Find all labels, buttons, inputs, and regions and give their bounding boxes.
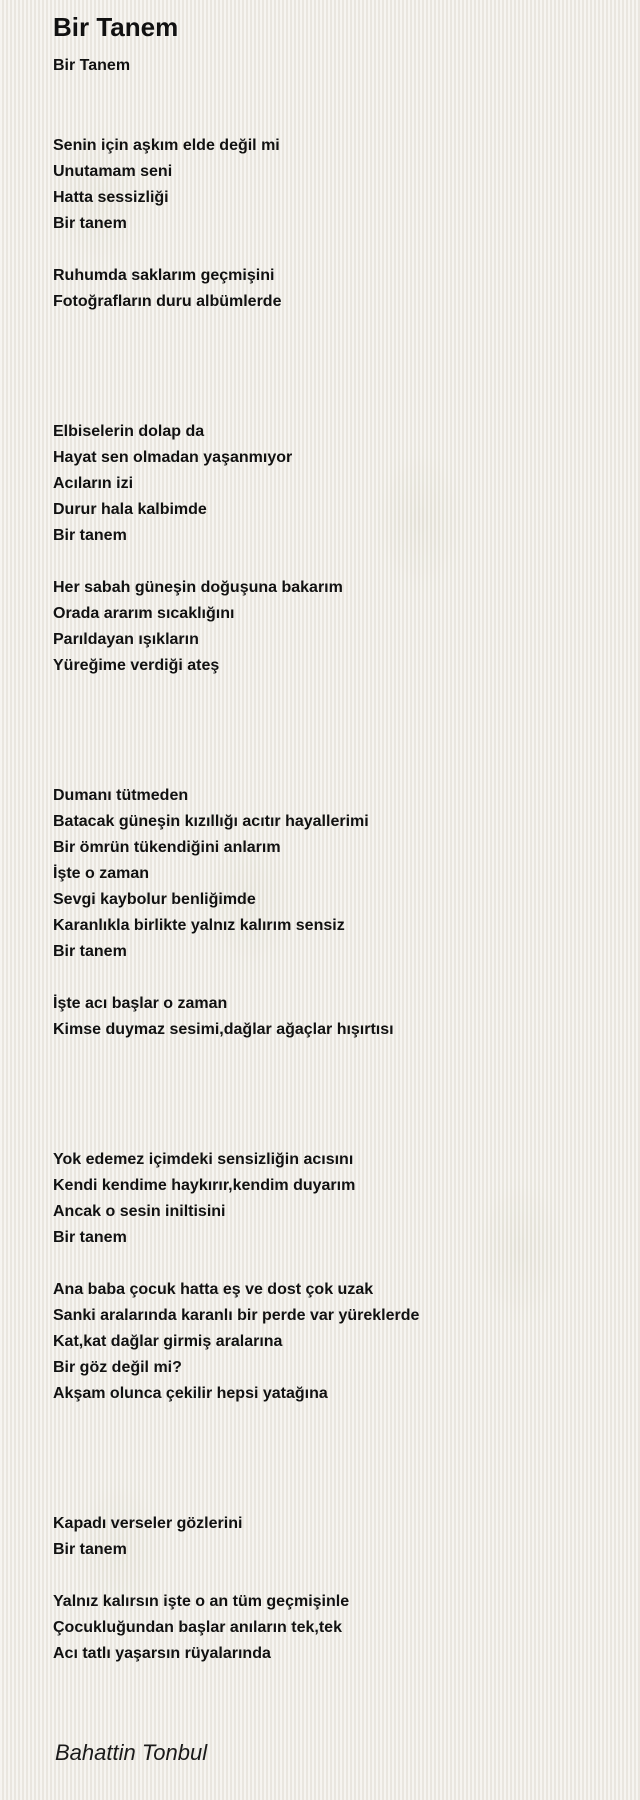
page-title: Bir Tanem bbox=[53, 12, 179, 42]
stanza-10 bbox=[53, 1589, 613, 1667]
poem-line: Bir göz değil mi? bbox=[53, 1359, 182, 1376]
stanza-2 bbox=[53, 263, 613, 315]
stanza-7 bbox=[53, 1147, 613, 1251]
poem-line: Ancak o sesin iniltisini bbox=[53, 1203, 226, 1220]
poem-line: Bir tanem bbox=[53, 527, 127, 544]
poem-line: Her sabah güneşin doğuşuna bakarım bbox=[53, 579, 343, 596]
poem-line: Yüreğime verdiği ateş bbox=[53, 657, 220, 674]
poem-line: Akşam olunca çekilir hepsi yatağına bbox=[53, 1385, 328, 1402]
poem-line: Hatta sessizliği bbox=[53, 189, 169, 206]
section-gap bbox=[53, 679, 613, 783]
poem-line: Elbiselerin dolap da bbox=[53, 423, 205, 440]
poem-line: Senin için aşkım elde değil mi bbox=[53, 137, 280, 154]
poem-page bbox=[53, 10, 613, 1667]
poem-line: Kapadı verseler gözlerini bbox=[53, 1515, 243, 1532]
poem-line: Durur hala kalbimde bbox=[53, 501, 207, 518]
stanza-gap bbox=[53, 965, 613, 991]
poem-body bbox=[53, 133, 613, 1667]
poem-line: Unutamam seni bbox=[53, 163, 173, 180]
poem-line: Bir tanem bbox=[53, 215, 127, 232]
poem-line: İşte acı başlar o zaman bbox=[53, 995, 228, 1012]
poem-line: Fotoğrafların duru albümlerde bbox=[53, 293, 282, 310]
poem-line: Bir tanem bbox=[53, 1229, 127, 1246]
poem-line: Kat,kat dağlar girmiş aralarına bbox=[53, 1333, 283, 1350]
stanza-gap bbox=[53, 237, 613, 263]
poem-line: Ana baba çocuk hatta eş ve dost çok uzak bbox=[53, 1281, 374, 1298]
poem-line: Bir tanem bbox=[53, 1541, 127, 1558]
stanza-8 bbox=[53, 1277, 613, 1407]
stanza-gap bbox=[53, 1251, 613, 1277]
poem-line: Sevgi kaybolur benliğimde bbox=[53, 891, 256, 908]
poem-line: Orada ararım sıcaklığını bbox=[53, 605, 235, 622]
poem-line: Yok edemez içimdeki sensizliğin acısını bbox=[53, 1151, 354, 1168]
poem-line: Dumanı tütmeden bbox=[53, 787, 189, 804]
stanza-4 bbox=[53, 575, 613, 679]
stanza-9 bbox=[53, 1511, 613, 1563]
poem-line: Yalnız kalırsın işte o an tüm geçmişinle bbox=[53, 1593, 350, 1610]
author-signature: Bahattin Tonbul bbox=[55, 1740, 208, 1765]
section-gap bbox=[53, 1407, 613, 1511]
poem-line: Ruhumda saklarım geçmişini bbox=[53, 267, 275, 284]
poem-line: Sanki aralarında karanlı bir perde var yüreklerde bbox=[53, 1307, 420, 1324]
poem-line: Çocukluğundan başlar anıların tek,tek bbox=[53, 1619, 342, 1636]
stanza-gap bbox=[53, 1563, 613, 1589]
poem-line: Parıldayan ışıkların bbox=[53, 631, 199, 648]
poem-line: Acıların izi bbox=[53, 475, 134, 492]
section-gap bbox=[53, 1043, 613, 1147]
stanza-1 bbox=[53, 133, 613, 237]
poem-line: Kendi kendime haykırır,kendim duyarım bbox=[53, 1177, 356, 1194]
poem-line: Kimse duymaz sesimi,dağlar ağaçlar hışırtısı bbox=[53, 1021, 394, 1038]
poem-line: Bir tanem bbox=[53, 943, 127, 960]
stanza-6 bbox=[53, 991, 613, 1043]
stanza-5 bbox=[53, 783, 613, 965]
poem-line: Bir ömrün tükendiğini anlarım bbox=[53, 839, 281, 856]
stanza-gap bbox=[53, 549, 613, 575]
poem-line: İşte o zaman bbox=[53, 865, 150, 882]
stanza-3 bbox=[53, 419, 613, 549]
poem-line: Hayat sen olmadan yaşanmıyor bbox=[53, 449, 293, 466]
poem-line: Acı tatlı yaşarsın rüyalarında bbox=[53, 1645, 271, 1662]
poem-subtitle: Bir Tanem bbox=[53, 57, 131, 74]
poem-line: Batacak güneşin kızıllığı acıtır hayallerimi bbox=[53, 813, 369, 830]
section-gap bbox=[53, 315, 613, 419]
poem-line: Karanlıkla birlikte yalnız kalırım sensiz bbox=[53, 917, 345, 934]
